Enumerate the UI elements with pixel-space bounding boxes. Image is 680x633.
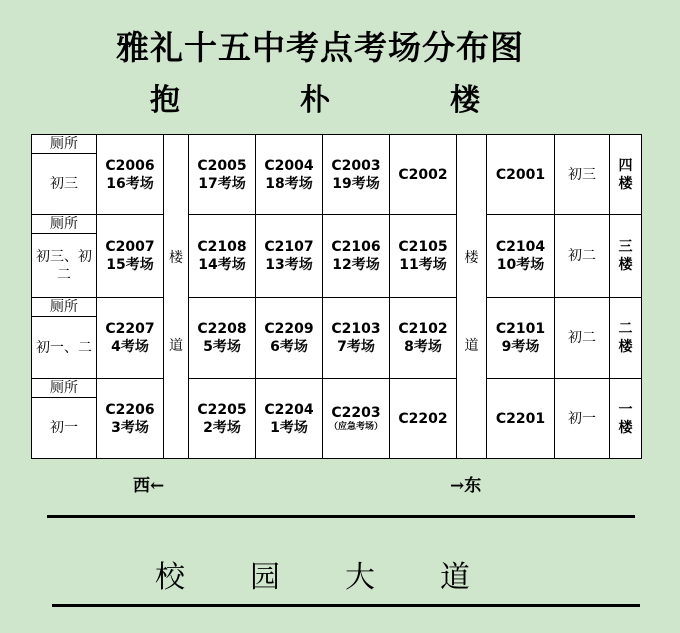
room-cell (189, 379, 256, 459)
room-cell (323, 379, 390, 459)
exam-number: 12考场 (332, 257, 380, 273)
left-corridor (164, 135, 189, 459)
room-cell (323, 135, 390, 215)
room-cell (189, 298, 256, 379)
exam-number: 4考场 (111, 339, 149, 355)
room-code: C2206 (105, 401, 155, 418)
road-char: 道 (440, 560, 470, 595)
exam-number: 6考场 (270, 339, 308, 355)
road-char: 大 (345, 560, 375, 595)
room-cell (189, 215, 256, 298)
road-border-bottom (52, 604, 640, 607)
exam-number: 8考场 (404, 339, 442, 355)
west-direction: 西← (133, 476, 165, 496)
restroom-cell: 厕所 (32, 298, 97, 317)
room-code: C2005 (197, 157, 247, 174)
left-grade-cell: 初三、初二 (32, 234, 97, 298)
room-code: C2208 (197, 321, 247, 337)
exam-number: 10考场 (496, 257, 545, 273)
east-direction: →东 (450, 476, 482, 496)
room-code: C2108 (197, 239, 247, 255)
floor-label: 一 楼 (610, 379, 642, 459)
corridor-char: 道 (169, 337, 183, 354)
room-code: C2203 (331, 405, 381, 421)
restroom-cell: 厕所 (32, 215, 97, 234)
room-code: C2204 (264, 401, 314, 418)
right-corridor (457, 135, 487, 459)
restroom-cell: 厕所 (32, 379, 97, 398)
room-code: C2103 (331, 321, 381, 337)
room-code: C2007 (105, 239, 155, 255)
exam-number: 18考场 (265, 175, 313, 192)
floor-plan-table (31, 134, 642, 459)
building-char: 抱 (150, 83, 180, 118)
right-grade-cell: 初一 (555, 379, 610, 459)
corridor-char: 道 (464, 337, 479, 354)
exam-number: 14考场 (198, 257, 246, 273)
room-code: C2102 (398, 321, 448, 337)
left-grade-cell: 初一 (32, 398, 97, 459)
corridor-char: 楼 (464, 249, 479, 266)
room-cell (323, 298, 390, 379)
right-grade-cell: 初三 (555, 135, 610, 215)
exam-number: 15考场 (106, 257, 154, 273)
road-char: 园 (250, 560, 280, 595)
room-cell (390, 215, 457, 298)
room-code: C2201 (495, 410, 546, 427)
room-cell (97, 379, 164, 459)
exam-number: 1考场 (270, 419, 308, 436)
room-code: C2004 (264, 157, 314, 174)
room-code: C2001 (495, 166, 546, 183)
room-cell (256, 298, 323, 379)
page-title: 雅礼十五中考点考场分布图 (116, 28, 524, 67)
road-border-top (47, 515, 635, 518)
room-code: C2003 (331, 157, 381, 174)
room-cell (97, 215, 164, 298)
floor-label: 四 楼 (610, 135, 642, 215)
room-cell (390, 298, 457, 379)
road-char: 校 (155, 560, 185, 595)
room-code: C2107 (264, 239, 314, 255)
corridor-char: 楼 (169, 249, 183, 266)
exam-number: 13考场 (265, 257, 313, 273)
right-grade-cell: 初二 (555, 215, 610, 298)
room-code: C2002 (398, 166, 448, 183)
building-name (150, 75, 480, 119)
room-cell (256, 215, 323, 298)
room-code: C2205 (197, 401, 247, 418)
room-cell (487, 135, 555, 215)
right-grade-cell: 初二 (555, 298, 610, 379)
floor-label: 二 楼 (610, 298, 642, 379)
campus-road (155, 552, 470, 596)
exam-number: 19考场 (332, 175, 380, 192)
left-grade-cell: 初三 (32, 154, 97, 215)
room-code: C2106 (331, 239, 381, 255)
room-cell (256, 135, 323, 215)
room-cell (487, 215, 555, 298)
floor-label: 三 楼 (610, 215, 642, 298)
room-code: C2207 (105, 321, 155, 337)
exam-number: 11考场 (399, 257, 447, 273)
building-char: 朴 (300, 83, 330, 118)
room-code: C2209 (264, 321, 314, 337)
room-cell (256, 379, 323, 459)
room-note: （应急考场） (328, 422, 383, 432)
exam-number: 2考场 (203, 419, 241, 436)
room-code: C2202 (398, 410, 448, 427)
room-cell (390, 379, 457, 459)
room-cell (97, 298, 164, 379)
room-code: C2104 (495, 239, 546, 255)
restroom-cell: 厕所 (32, 135, 97, 154)
room-code: C2101 (495, 321, 546, 337)
exam-number: 9考场 (501, 339, 540, 355)
exam-number: 17考场 (198, 175, 246, 192)
room-cell (189, 135, 256, 215)
room-cell (487, 379, 555, 459)
exam-number: 7考场 (337, 339, 375, 355)
room-code: C2006 (105, 157, 155, 174)
room-cell (97, 135, 164, 215)
building-char: 楼 (450, 83, 480, 118)
room-cell (390, 135, 457, 215)
exam-number: 5考场 (203, 339, 241, 355)
room-cell (487, 298, 555, 379)
exam-number: 3考场 (111, 419, 149, 436)
room-code: C2105 (398, 239, 448, 255)
room-cell (323, 215, 390, 298)
exam-number: 16考场 (106, 175, 154, 192)
left-grade-cell: 初一、二 (32, 317, 97, 379)
